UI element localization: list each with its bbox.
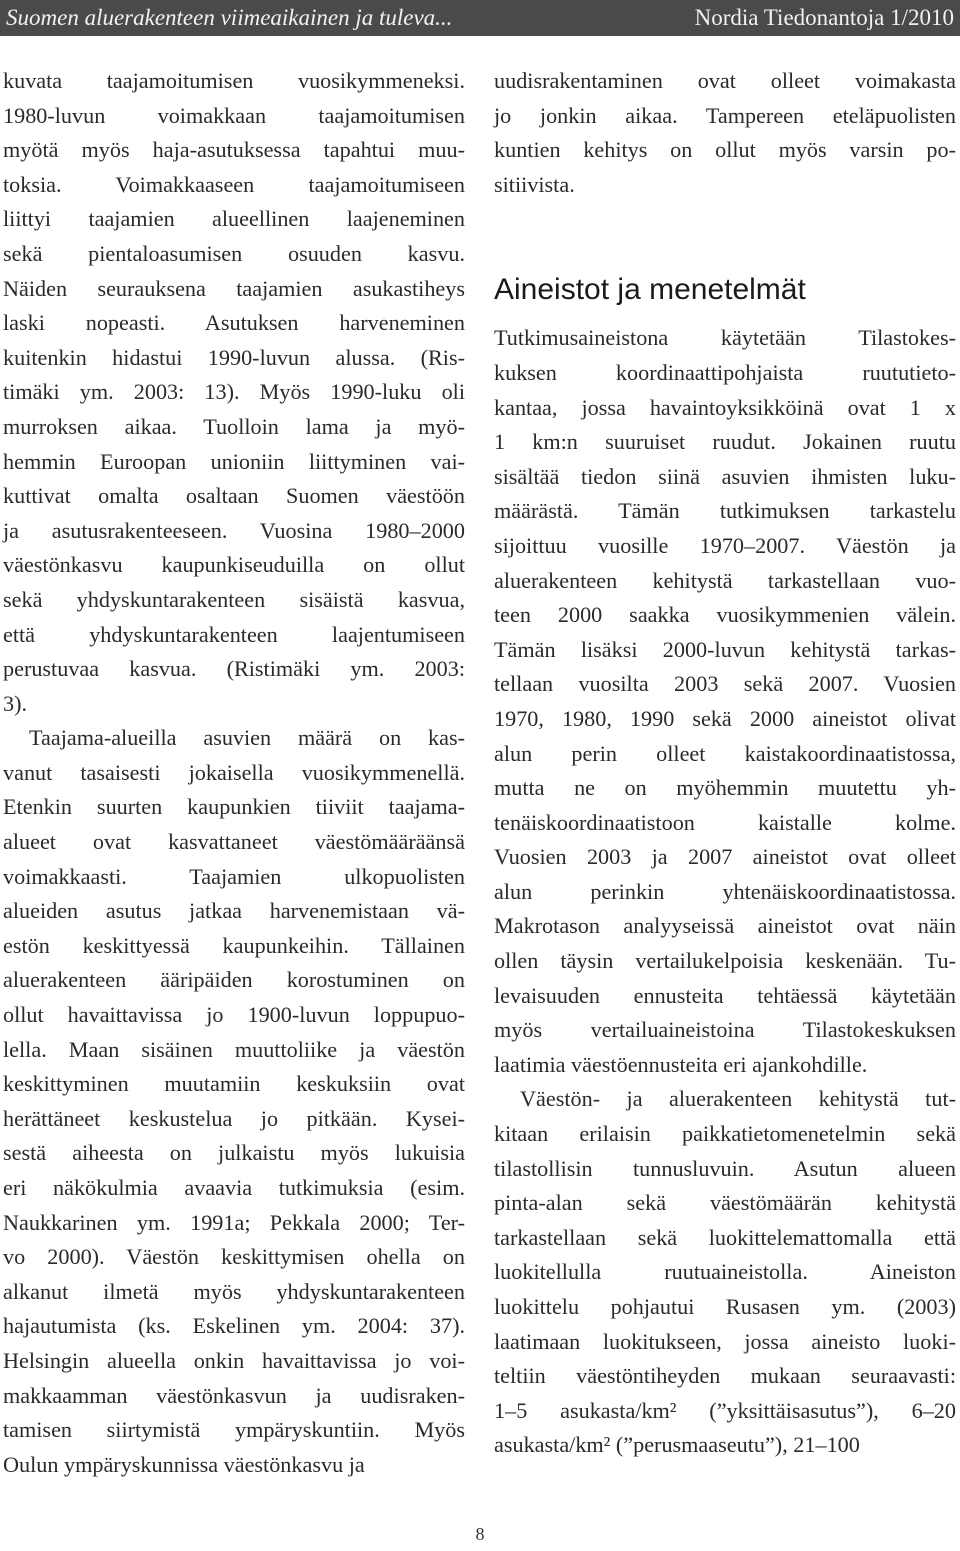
text-line: mutta ne on myöhemmin muutettu yh- xyxy=(494,775,956,801)
text-line: kitaan erilaisin paikkatietomenetelmin sekä xyxy=(494,1121,956,1147)
text-line: uudisrakentaminen ovat olleet voimakasta xyxy=(494,68,956,93)
text-line: sijoittuu vuosille 1970–2007. Väestön ja xyxy=(494,532,956,558)
text-line: Näiden seurauksena taajamien asukastiheys xyxy=(3,275,465,301)
paragraph xyxy=(494,64,956,202)
text-line: kuntien kehitys on ollut myös varsin po- xyxy=(494,137,956,163)
text-line: tilastollisin tunnusluvuin. Asutun alueen xyxy=(494,1155,956,1181)
text-line: myös vertailuaineistoina Tilastokeskuksen xyxy=(494,1017,956,1043)
text-line: Taajama-alueilla asuvien määrä on kas- xyxy=(29,725,465,751)
text-line: aluerakenteen ääripäiden korostuminen on xyxy=(3,967,465,993)
running-title: Suomen aluerakenteen viimeaikainen ja tuleva... xyxy=(6,5,453,30)
text-line: sekä pientaloasumisen osuuden kasvu. xyxy=(3,240,465,266)
text-line: voimakkaasti. Taajamien ulkopuolisten xyxy=(3,863,465,889)
page-number: 8 xyxy=(475,1524,485,1544)
text-line: määrästä. Tämän tutkimuksen tarkastelu xyxy=(494,498,956,524)
text-line: ollut havaittavissa jo 1900-luvun loppupuo- xyxy=(3,1002,465,1028)
text-line: laski nopeasti. Asutuksen harveneminen xyxy=(3,310,465,336)
text-line: kuvata taajamoitumisen vuosikymmeneksi. xyxy=(3,68,465,93)
journal-issue: Nordia Tiedonantoja 1/2010 xyxy=(694,5,954,30)
text-line: Vuosien 2003 ja 2007 aineistot ovat olleet xyxy=(494,844,956,870)
text-line: liittyi taajamien alueellinen laajeneminen xyxy=(3,206,465,232)
text-line: herättäneet keskustelua jo pitkään. Kysei- xyxy=(3,1105,465,1131)
text-line: sestä aiheesta on julkaistu myös lukuisia xyxy=(3,1140,465,1166)
text-line: alueet ovat kasvattaneet väestömääräänsä xyxy=(3,829,465,855)
text-line: Väestön- ja aluerakenteen kehitystä tut- xyxy=(520,1086,956,1112)
text-line: kantaa, jossa havaintoyksikköinä ovat 1 x xyxy=(494,394,956,420)
text-line: timäki ym. 2003: 13). Myös 1990-luku oli xyxy=(3,379,465,405)
text-line: että yhdyskuntarakenteen laajentumiseen xyxy=(3,621,465,647)
text-line: asukasta/km² (”perusmaaseutu”), 21–100 xyxy=(494,1432,860,1458)
text-line: väestönkasvu kaupunkiseuduilla on ollut xyxy=(3,552,465,578)
text-line: luokittelu pohjautui Rusasen ym. (2003) xyxy=(494,1294,956,1319)
text-line: Tämän lisäksi 2000-luvun kehitystä tarkas- xyxy=(494,636,956,662)
text-line: tellaan vuosilta 2003 sekä 2007. Vuosien xyxy=(494,671,956,697)
text-line: Helsingin alueella onkin havaittavissa jo voi- xyxy=(3,1347,465,1373)
text-line: laatimia väestöennusteita eri ajankohdille. xyxy=(494,1051,868,1077)
running-header xyxy=(0,0,960,36)
paragraph xyxy=(3,721,465,1482)
text-line: pinta-alan sekä väestömäärän kehitystä xyxy=(494,1190,956,1216)
text-line: alun perin olleet kaistakoordinaatistossa, xyxy=(494,740,956,766)
paragraph xyxy=(494,1082,956,1463)
text-line: vanut tasaisesti jokaisella vuosikymmenellä. xyxy=(3,759,465,785)
text-line: hemmin Euroopan unioniin liittyminen vai- xyxy=(3,448,465,474)
text-line: keskittyminen muutamiin keskuksiin ovat xyxy=(3,1071,465,1097)
left-column xyxy=(3,64,465,1482)
text-line: Etenkin suurten kaupunkien tiiviit taajama- xyxy=(3,794,465,820)
text-line: sekä yhdyskuntarakenteen sisäistä kasvua, xyxy=(3,586,465,612)
text-line: Makrotason analyyseissä aineistot ovat näin xyxy=(494,913,956,939)
paragraph xyxy=(494,321,956,1082)
text-line: 1970, 1980, 1990 sekä 2000 aineistot olivat xyxy=(494,705,956,731)
paragraph xyxy=(3,64,465,721)
right-column xyxy=(494,64,956,1463)
text-line: levaisuuden ennusteita tehtäessä käytetään xyxy=(494,982,956,1008)
text-line: 1–5 asukasta/km² (”yksittäisasutus”), 6–20 xyxy=(494,1397,956,1423)
text-line: Tutkimusaineistona käytetään Tilastokes- xyxy=(494,325,956,351)
text-line: Oulun ympäryskunnissa väestönkasvu ja xyxy=(3,1451,365,1477)
text-line: kuitenkin hidastui 1990-luvun alussa. (Ris- xyxy=(3,344,465,370)
text-line: kuksen koordinaattipohjaista ruututieto- xyxy=(494,359,956,385)
text-line: tarkastellaan sekä luokittelemattomalla että xyxy=(494,1224,956,1250)
text-line: ollen täysin vertailukelpoisia keskenään. Tu- xyxy=(494,948,956,974)
text-line: 1980-luvun voimakkaan taajamoitumisen xyxy=(3,102,465,128)
text-line: hajautumista (ks. Eskelinen ym. 2004: 37). xyxy=(3,1313,465,1339)
text-line: tenäiskoordinaatistoon kaistalle kolme. xyxy=(494,809,956,835)
text-line: kuttivat omalta osaltaan Suomen väestöön xyxy=(3,483,465,509)
text-line: aluerakenteen kehitystä tarkastellaan vuo- xyxy=(494,567,956,593)
text-line: teen 2000 saakka vuosikymmenien välein. xyxy=(494,602,956,628)
text-line: lella. Maan sisäinen muuttoliike ja väestön xyxy=(3,1036,465,1062)
text-line: myötä myös haja-asutuksessa tapahtui muu- xyxy=(3,137,465,163)
section-heading: Aineistot ja menetelmät xyxy=(494,273,806,307)
text-line: alkanut ilmetä myös yhdyskuntarakenteen xyxy=(3,1278,465,1304)
text-line: 1 km:n suuruiset ruudut. Jokainen ruutu xyxy=(494,429,956,455)
text-line: alueiden asutus jatkaa harvenemistaan vä- xyxy=(3,898,465,924)
text-line: 3). xyxy=(3,690,28,716)
text-line: makkaamman väestönkasvun ja uudisraken- xyxy=(3,1382,465,1408)
text-line: sisältää tiedon siinä asuvien ihmisten luku- xyxy=(494,463,956,489)
text-line: Naukkarinen ym. 1991a; Pekkala 2000; Ter- xyxy=(3,1209,465,1235)
text-line: sitiivista. xyxy=(494,171,575,197)
text-line: ja asutusrakenteeseen. Vuosina 1980–2000 xyxy=(3,517,465,543)
text-line: jo jonkin aikaa. Tampereen eteläpuolisten xyxy=(494,102,956,128)
text-line: eri näkökulmia avaavia tutkimuksia (esim. xyxy=(3,1175,465,1200)
text-line: alun perinkin yhtenäiskoordinaatistossa. xyxy=(494,878,956,904)
text-line: murroksen aikaa. Tuolloin lama ja myö- xyxy=(3,413,465,439)
spacer xyxy=(494,202,956,271)
text-line: toksia. Voimakkaaseen taajamoitumiseen xyxy=(3,171,465,197)
text-line: estön keskittyessä kaupunkeihin. Tällainen xyxy=(3,932,465,958)
text-line: vo 2000). Väestön keskittymisen ohella on xyxy=(3,1244,465,1270)
text-line: laatimaan luokitukseen, jossa aineisto luoki- xyxy=(494,1328,956,1354)
text-line: teltiin väestöntiheyden mukaan seuraavasti: xyxy=(494,1363,956,1389)
text-line: perustuvaa kasvua. (Ristimäki ym. 2003: xyxy=(3,656,465,682)
text-line: tamisen siirtymistä ympäryskuntiin. Myös xyxy=(3,1417,465,1443)
text-line: luokitellulla ruutuaineistolla. Aineiston xyxy=(494,1259,956,1285)
